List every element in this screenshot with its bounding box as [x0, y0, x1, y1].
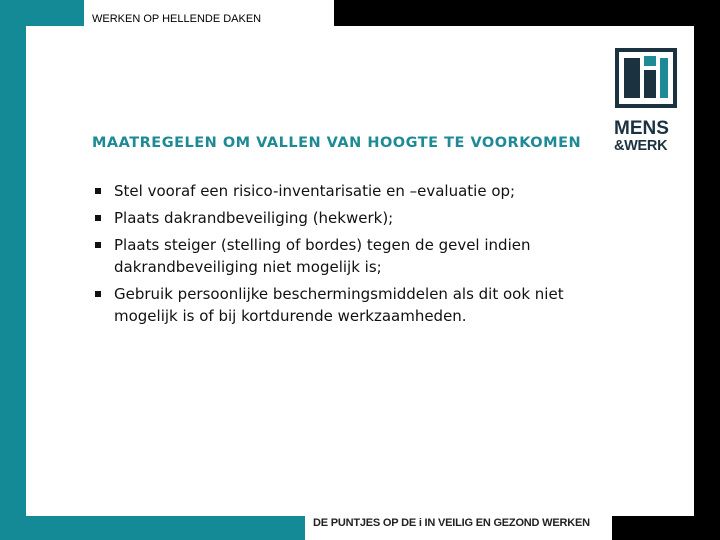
bullet-square-icon [95, 215, 101, 221]
bullet-square-icon [95, 291, 101, 297]
frame-left-bar [0, 0, 26, 540]
bullet-item [92, 234, 612, 278]
header-label: WERKEN OP HELLENDE DAKEN [92, 13, 262, 25]
bullet-square-icon [95, 188, 101, 194]
frame-right-bar [694, 0, 720, 540]
frame-top-right-bar [334, 0, 720, 26]
frame-bottom-right-bar [612, 516, 720, 540]
logo-text-mens: MENS [614, 118, 669, 139]
bullet-square-icon [95, 242, 101, 248]
logo-mark-icon [615, 48, 677, 108]
slide-title: MAATREGELEN OM VALLEN VAN HOOGTE TE VOORKOMEN [92, 135, 582, 151]
bullet-item [92, 207, 612, 229]
bullet-text: Stel vooraf een risico-inventarisatie en –evaluatie op; [114, 182, 516, 200]
frame-top-left-bar [0, 0, 84, 26]
bullet-text: Plaats steiger (stelling of bordes) tegen de gevel indien dakrandbeveiliging niet mogelijk is; [114, 236, 531, 276]
bullet-item [92, 283, 612, 327]
mens-werk-logo [612, 46, 682, 156]
logo-text-werk: &WERK [614, 138, 668, 154]
bullet-list [92, 180, 612, 332]
bullet-text: Plaats dakrandbeveiliging (hekwerk); [114, 209, 394, 227]
bullet-item [92, 180, 612, 202]
bullet-text: Gebruik persoonlijke beschermingsmiddelen als dit ook niet mogelijk is of bij kortdurende werkzaamheden. [114, 285, 564, 325]
frame-bottom-left-bar [0, 516, 305, 540]
footer-tagline: DE PUNTJES OP DE i IN VEILIG EN GEZOND WERKEN [313, 517, 590, 529]
